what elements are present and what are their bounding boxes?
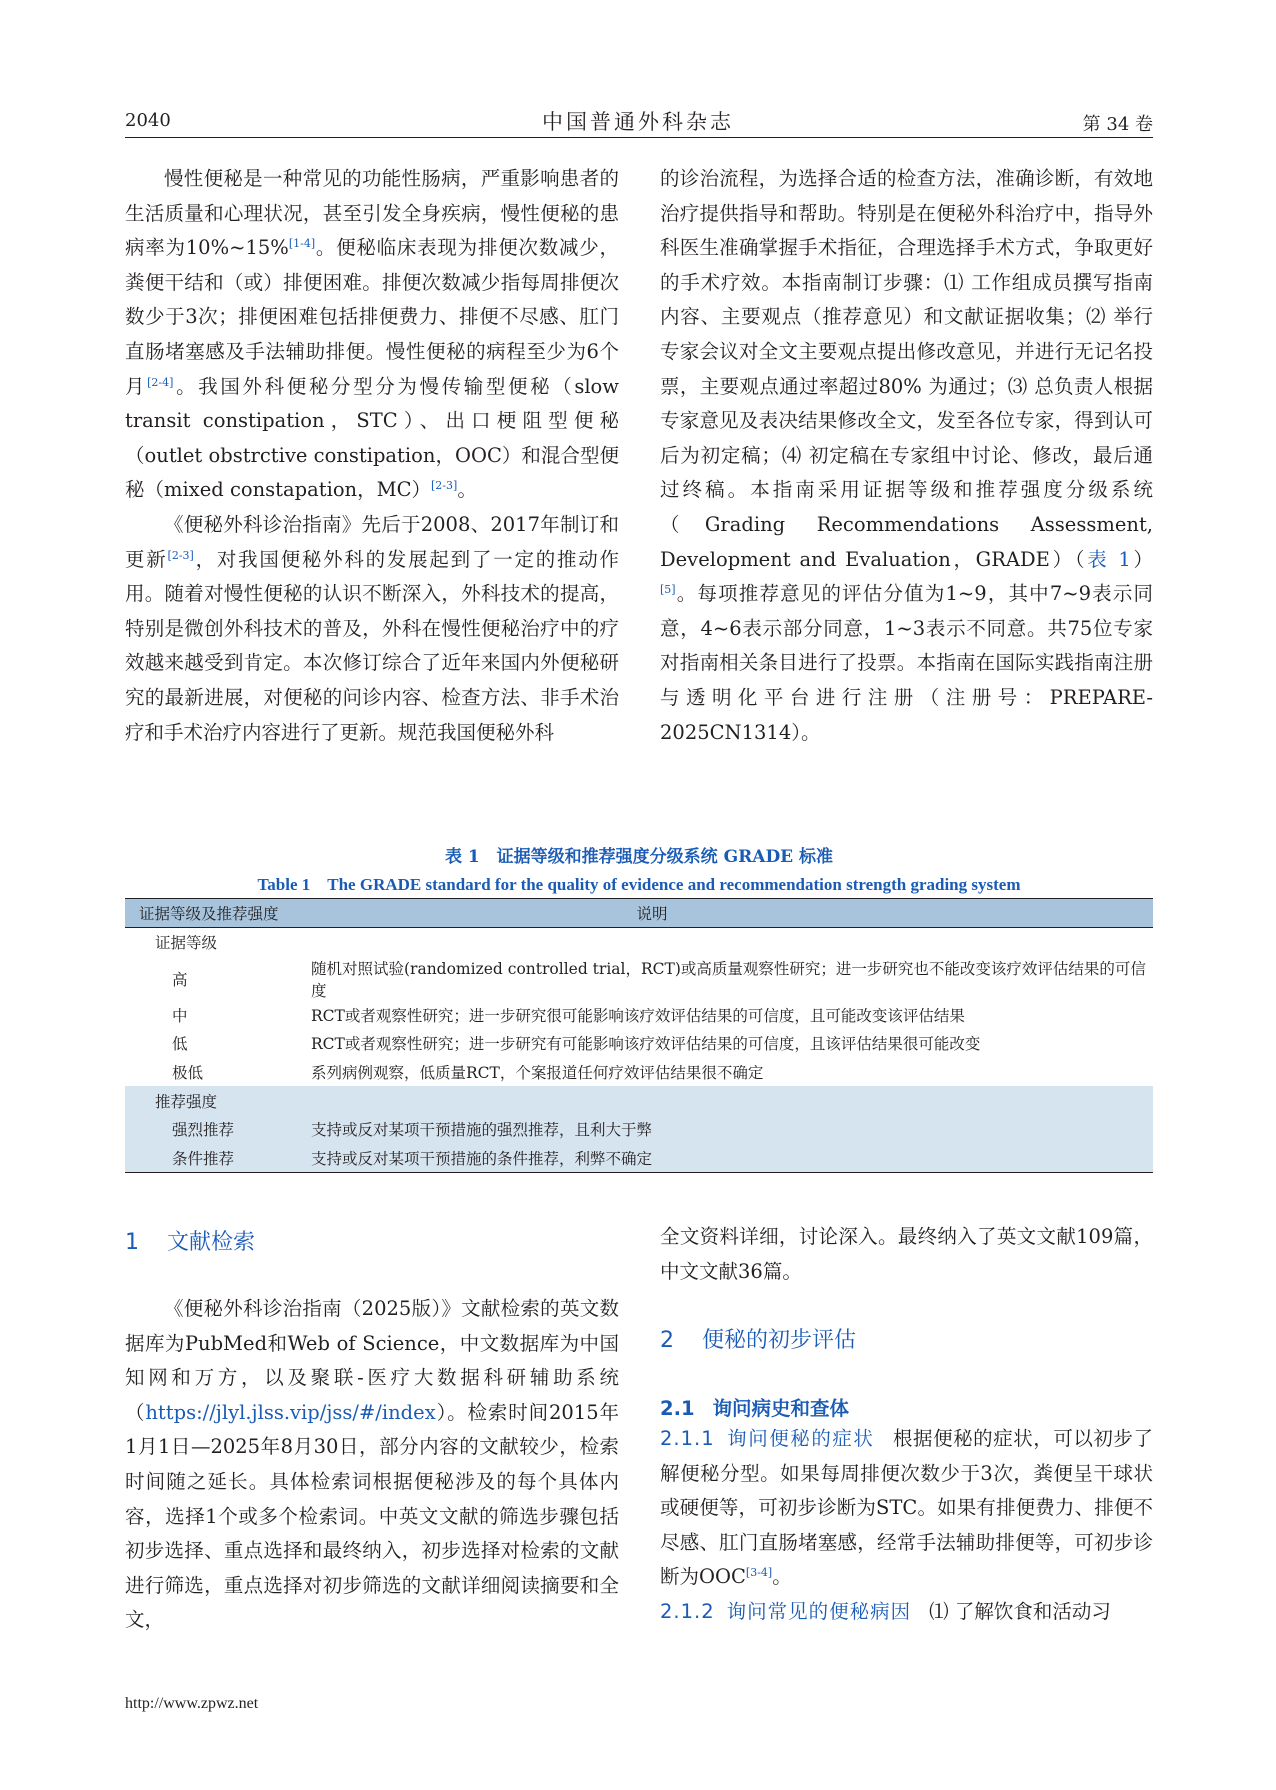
level-cell: 强烈推荐 bbox=[125, 1115, 311, 1144]
subsection-2-1-1-paragraph bbox=[660, 1422, 1153, 1595]
text: 。每项推荐意见的评估分值为1~9，其中7~9表示同意，4~6表示部分同意，1~3表示不同意。共75位专家对指南相关条目进行了投票。本指南在国际实践指南注册与透明化平台进行注册（注册号：PREPARE-2025CN1314）。 bbox=[660, 582, 1153, 744]
description-cell: RCT或者观察性研究；进一步研究有可能影响该疗效评估结果的可信度，且该评估结果很可能改变 bbox=[311, 1035, 981, 1054]
subsection-2-1-2-paragraph bbox=[660, 1595, 1153, 1630]
citation[interactable]: [2-4] bbox=[147, 375, 174, 389]
section-label: 证据等级 bbox=[155, 934, 218, 953]
section-2-heading bbox=[660, 1323, 856, 1354]
text: 《便秘外科诊治指南（2025版）》文献检索的英文数据库为PubMed和Web of Science，中文数据库为中国知网和万方，以及聚联-医疗大数据科研辅助系统（ bbox=[125, 1297, 619, 1424]
volume-number: 第 34 卷 bbox=[1082, 114, 1153, 135]
text: ，对我国便秘外科的发展起到了一定的推动作用。随着对慢性便秘的认识不断深入，外科技术的提高，特别是微创外科技术的普及，外科在慢性便秘治疗中的疗效越来越受到肯定。本次修订综合了近年来国内外便秘研究的最新进展，对便秘的问诊内容、检查方法、非手术治疗和手术治疗内容进行了更新。规范我国便秘外科 bbox=[125, 547, 619, 744]
subsubsection-number: 2.1.1 bbox=[660, 1427, 715, 1450]
citation[interactable]: [2-3] bbox=[431, 479, 458, 493]
text: 慢性便秘是一种常见的功能性肠病，严重影响患者的生活质量和心理状况，甚至引发全身疾病，慢性便秘的患病率为10%~15% bbox=[125, 167, 619, 260]
section-title: 文献检索 bbox=[167, 1230, 256, 1255]
column-header: 说明 bbox=[311, 899, 1153, 928]
intro-paragraph-3 bbox=[660, 162, 1153, 750]
table-row bbox=[125, 1029, 1153, 1058]
citation[interactable]: [2-3] bbox=[167, 548, 194, 562]
text: 根据便秘的症状，可以初步了解便秘分型。如果每周排便次数少于3次，粪便呈干球状或硬便等，可初步诊断为STC。如果有排便费力、排便不尽感、肛门直肠堵塞感，经常手法辅助排便等，可初步诊断为OOC bbox=[660, 1427, 1153, 1589]
empty-cell bbox=[311, 1086, 1153, 1115]
subsection-title: 询问病史和查体 bbox=[712, 1397, 850, 1420]
text: 。 bbox=[772, 1565, 792, 1589]
subsection-2-1-body bbox=[660, 1422, 1153, 1630]
level-cell: 中 bbox=[172, 1006, 188, 1025]
column-header: 证据等级及推荐强度 bbox=[125, 899, 311, 928]
footer-url[interactable]: http://www.zpwz.net bbox=[125, 1695, 259, 1712]
intro-left-column bbox=[125, 162, 619, 750]
citation[interactable]: [1-4] bbox=[288, 237, 316, 251]
text: 。 bbox=[457, 478, 477, 502]
text: 《便秘外科诊治指南》先后于2008、2017年制订和更新 bbox=[125, 512, 619, 571]
text: 。我国外科便秘分型分为慢传输型便秘（slow transit constipation，STC）、出口梗阻型便秘（outlet obstrctive constipation，OOC）和混合型便秘（mixed constapation，MC） bbox=[125, 374, 619, 502]
section-number: 2 bbox=[660, 1328, 674, 1353]
table-row bbox=[125, 1144, 1153, 1173]
intro-paragraph-1 bbox=[125, 162, 619, 508]
text: 。便秘临床表现为排便次数减少，粪便干结和（或）排便困难。排便次数减少指每周排便次数少于3次；排便困难包括排便费力、排便不尽感、肛门直肠堵塞感及手法辅助排便。慢性便秘的病程至少为6个月 bbox=[125, 236, 619, 398]
section-title: 便秘的初步评估 bbox=[702, 1328, 857, 1353]
citation[interactable]: [5] bbox=[660, 583, 676, 597]
table-link[interactable]: 表 1 bbox=[1087, 547, 1131, 571]
intro-paragraph-2 bbox=[125, 508, 619, 750]
subsubsection-number: 2.1.2 bbox=[660, 1599, 715, 1623]
level-cell: 低 bbox=[172, 1035, 188, 1054]
text: 的诊治流程，为选择合适的检查方法，准确诊断，有效地治疗提供指导和帮助。特别是在便秘外科治疗中，指导外科医生准确掌握手术指征，合理选择手术方式，争取更好的手术疗效。本指南制订步骤：⑴ 工作组成员撰写指南内容、主要观点（推荐意见）和文献证据收集；⑵ 举行专家会议对全文主要观点提出修改意见，并进行无记名投票，主要观点通过率超过80% 为通过；⑶ 总负责人根据专家意见及表决结果修改全文，发至各位专家，得到认可后为初定稿；⑷ 初定稿在专家组中讨论、修改，最后通过终稿。本指南采用证据等级和推荐强度分级系统（Grading Recommendations Assessment, Development and Evaluation，GRADE）（ bbox=[660, 167, 1153, 571]
section-1-paragraph-end: 全文资料详细，讨论深入。最终纳入了英文文献109篇，中文文献36篇。 bbox=[660, 1225, 1153, 1283]
level-cell: 极低 bbox=[172, 1064, 204, 1083]
grade-table bbox=[125, 898, 1153, 1173]
journal-title: 中国普通外科杂志 bbox=[542, 110, 734, 134]
table-caption-cn: 表 1 证据等级和推荐强度分级系统 GRADE 标准 bbox=[444, 847, 834, 867]
level-cell: 条件推荐 bbox=[125, 1144, 311, 1173]
subsection-2-1-heading bbox=[660, 1393, 849, 1421]
description-cell: 支持或反对某项干预措施的条件推荐，利弊不确定 bbox=[311, 1144, 1153, 1173]
table-caption-en: Table 1 The GRADE standard for the quality of evidence and recommendation strength grading system bbox=[257, 875, 1021, 894]
table-section-row bbox=[125, 928, 1153, 957]
table-row bbox=[125, 1115, 1153, 1144]
description-cell: 支持或反对某项干预措施的强烈推荐，且利大于弊 bbox=[311, 1115, 1153, 1144]
database-link[interactable]: https://jlyl.jlss.vip/jss/#/index bbox=[145, 1400, 436, 1424]
section-1-right-column bbox=[660, 1220, 1153, 1289]
section-label: 推荐强度 bbox=[125, 1086, 311, 1115]
level-cell: 高 bbox=[172, 970, 188, 989]
section-1-heading bbox=[125, 1225, 255, 1256]
description-cell: 系列病例观察，低质量RCT，个案报道任何疗效评估结果很不确定 bbox=[311, 1064, 764, 1083]
description-cell: RCT或者观察性研究；进一步研究很可能影响该疗效评估结果的可信度，且可能改变该评估结果 bbox=[311, 1006, 965, 1025]
citation[interactable]: [3-4] bbox=[745, 1566, 773, 1580]
page-number: 2040 bbox=[125, 110, 171, 131]
table-row bbox=[125, 1001, 1153, 1030]
description-cell: 随机对照试验(randomized controlled trial，RCT)或高质量观察性研究；进一步研究也不能改变该疗效评估结果的可信度 bbox=[311, 959, 1146, 1000]
text: ⑴ 了解饮食和活动习 bbox=[929, 1599, 1111, 1623]
subsubsection-title: 询问便秘的症状 bbox=[726, 1427, 875, 1450]
subsubsection-title: 询问常见的便秘病因 bbox=[726, 1599, 912, 1623]
text: ） bbox=[1130, 547, 1154, 571]
section-number: 1 bbox=[125, 1230, 139, 1255]
table-header-row bbox=[125, 899, 1153, 928]
section-1-left-column bbox=[125, 1292, 619, 1638]
table-section-row bbox=[125, 1086, 1153, 1115]
header-rule bbox=[125, 137, 1153, 138]
text: ）。检索时间2015年1月1日—2025年8月30日，部分内容的文献较少，检索时间随之延长。具体检索词根据便秘涉及的每个具体内容，选择1个或多个检索词。中英文文献的筛选步骤包括初步选择、重点选择和最终纳入，初步选择对检索的文献进行筛选，重点选择对初步筛选的文献详细阅读摘要和全文， bbox=[125, 1400, 619, 1632]
table-row bbox=[125, 957, 1153, 1001]
section-1-paragraph bbox=[125, 1292, 619, 1638]
empty-cell bbox=[311, 928, 1153, 957]
table-row bbox=[125, 1058, 1153, 1087]
subsection-number: 2.1 bbox=[660, 1397, 695, 1420]
intro-right-column bbox=[660, 162, 1153, 750]
